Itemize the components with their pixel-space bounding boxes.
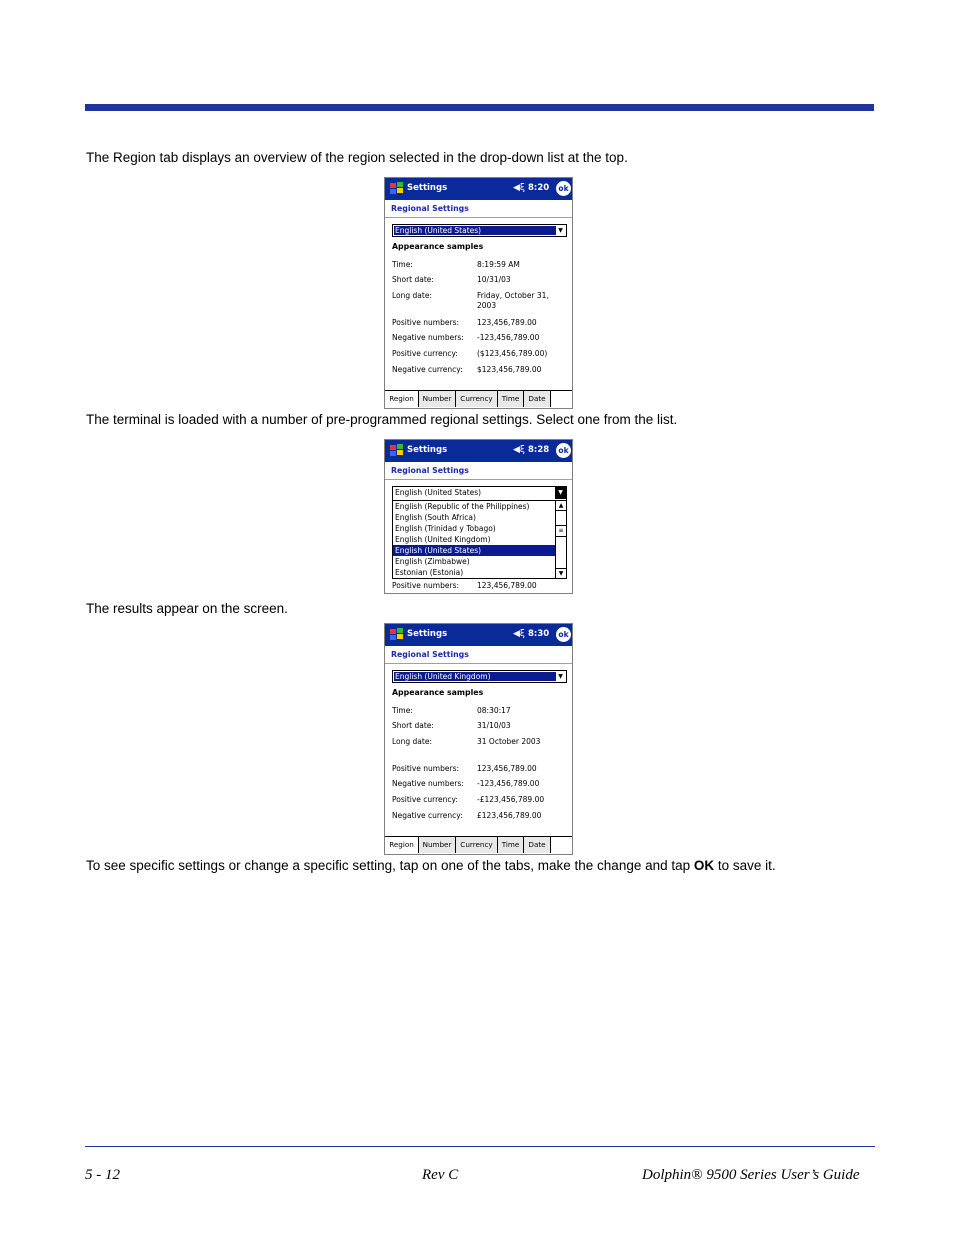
tab-region[interactable]: Region bbox=[385, 837, 419, 853]
list-item[interactable]: English (Republic of the Philippines) bbox=[395, 502, 530, 511]
label-negative-currency: Negative currency: bbox=[392, 811, 463, 820]
header-rule bbox=[85, 104, 874, 111]
value-long-date: Friday, October 31, bbox=[477, 291, 549, 300]
chevron-down-icon[interactable]: ▼ bbox=[555, 487, 566, 499]
list-item[interactable]: English (Trinidad y Tobago) bbox=[395, 524, 496, 533]
tab-strip bbox=[385, 836, 572, 854]
scroll-thumb[interactable]: ≡ bbox=[556, 525, 566, 537]
region-dropdown-value: English (United States) bbox=[395, 488, 482, 497]
subheader: Regional Settings bbox=[385, 646, 572, 664]
app-title: Settings bbox=[407, 445, 448, 455]
label-negative-numbers: Negative numbers: bbox=[392, 779, 464, 788]
row-short-date bbox=[392, 721, 567, 733]
ok-button[interactable]: ok bbox=[556, 627, 571, 642]
tab-date[interactable]: Date bbox=[524, 837, 551, 853]
row-negative-numbers bbox=[392, 779, 567, 791]
screen-region-uk bbox=[384, 623, 573, 855]
value-short-date: 10/31/03 bbox=[477, 275, 511, 284]
footer-page-number: 5 - 12 bbox=[85, 1167, 120, 1183]
value-negative-currency: $123,456,789.00 bbox=[477, 365, 542, 374]
value-long-date-year: 2003 bbox=[477, 301, 497, 310]
speaker-icon[interactable]: ◀ξ bbox=[513, 629, 525, 639]
ok-button[interactable]: ok bbox=[556, 181, 571, 196]
final-text-ok: OK bbox=[693, 858, 715, 873]
label-negative-numbers: Negative numbers: bbox=[392, 333, 464, 342]
scroll-down-icon[interactable]: ▼ bbox=[556, 568, 566, 578]
app-title: Settings bbox=[407, 629, 448, 639]
row-negative-numbers bbox=[392, 333, 567, 345]
tab-number[interactable]: Number bbox=[419, 837, 456, 853]
final-paragraph bbox=[86, 858, 776, 874]
label-negative-currency: Negative currency: bbox=[392, 365, 463, 374]
subheader: Regional Settings bbox=[385, 462, 572, 480]
tab-time[interactable]: Time bbox=[498, 837, 524, 853]
title-bar bbox=[385, 178, 572, 200]
value-negative-numbers: -123,456,789.00 bbox=[477, 779, 540, 788]
value-positive-currency: ($123,456,789.00) bbox=[477, 349, 548, 358]
label-short-date: Short date: bbox=[392, 275, 434, 284]
value-positive-numbers: 123,456,789.00 bbox=[477, 764, 537, 773]
row-positive-numbers bbox=[392, 318, 567, 330]
section-title: Appearance samples bbox=[392, 688, 484, 697]
list-item[interactable]: Estonian (Estonia) bbox=[395, 568, 464, 577]
row-positive-currency bbox=[392, 349, 567, 361]
tab-number[interactable]: Number bbox=[419, 391, 456, 407]
row-positive-numbers bbox=[392, 581, 567, 593]
list-item-selected[interactable]: English (United States) bbox=[393, 545, 556, 556]
region-dropdown-value: English (United Kingdom) bbox=[394, 672, 556, 681]
tab-strip bbox=[385, 390, 572, 408]
region-dropdown-header[interactable] bbox=[393, 487, 566, 501]
tab-currency[interactable]: Currency bbox=[456, 391, 498, 407]
label-positive-numbers: Positive numbers: bbox=[392, 764, 460, 773]
results-paragraph: The results appear on the screen. bbox=[86, 601, 288, 616]
footer-rule bbox=[85, 1146, 875, 1147]
value-time: 08:30:17 bbox=[477, 706, 511, 715]
row-time bbox=[392, 260, 567, 272]
footer-revision: Rev C bbox=[422, 1167, 459, 1183]
label-long-date: Long date: bbox=[392, 737, 432, 746]
clock[interactable]: 8:20 bbox=[528, 183, 550, 193]
clock[interactable]: 8:28 bbox=[528, 445, 550, 455]
final-text-part: To see specific settings or change a specific setting, tap on one of the tabs, make the change and tap bbox=[86, 858, 694, 873]
row-positive-numbers bbox=[392, 764, 567, 776]
value-long-date: 31 October 2003 bbox=[477, 737, 541, 746]
label-time: Time: bbox=[392, 706, 413, 715]
tab-currency[interactable]: Currency bbox=[456, 837, 498, 853]
title-bar bbox=[385, 624, 572, 646]
label-positive-currency: Positive currency: bbox=[392, 795, 458, 804]
value-negative-currency: £123,456,789.00 bbox=[477, 811, 542, 820]
chevron-down-icon[interactable]: ▼ bbox=[558, 227, 563, 234]
row-time bbox=[392, 706, 567, 718]
value-short-date: 31/10/03 bbox=[477, 721, 511, 730]
value-positive-currency: -£123,456,789.00 bbox=[477, 795, 545, 804]
row-positive-currency bbox=[392, 795, 567, 807]
region-dropdown-value: English (United States) bbox=[394, 226, 556, 235]
region-dropdown[interactable] bbox=[392, 224, 567, 237]
final-text-part: to save it. bbox=[714, 858, 776, 873]
row-long-date bbox=[392, 737, 567, 749]
subheader: Regional Settings bbox=[385, 200, 572, 218]
value-time: 8:19:59 AM bbox=[477, 260, 520, 269]
label-short-date: Short date: bbox=[392, 721, 434, 730]
label-positive-numbers: Positive numbers: bbox=[392, 318, 460, 327]
windows-start-icon[interactable] bbox=[389, 181, 405, 197]
value-positive-numbers: 123,456,789.00 bbox=[477, 318, 537, 327]
app-title: Settings bbox=[407, 183, 448, 193]
region-list bbox=[393, 501, 556, 578]
screen-region-list bbox=[384, 439, 573, 594]
title-bar bbox=[385, 440, 572, 462]
tab-date[interactable]: Date bbox=[524, 391, 551, 407]
label-positive-currency: Positive currency: bbox=[392, 349, 458, 358]
scrollbar[interactable] bbox=[555, 501, 566, 578]
list-item[interactable]: English (United Kingdom) bbox=[395, 535, 491, 544]
region-dropdown[interactable] bbox=[392, 670, 567, 683]
speaker-icon[interactable]: ◀ξ bbox=[513, 445, 525, 455]
intro-paragraph: The Region tab displays an overview of the region selected in the drop-down list at the top. bbox=[86, 150, 628, 165]
list-item[interactable]: English (Zimbabwe) bbox=[395, 557, 470, 566]
label-positive-numbers: Positive numbers: bbox=[392, 581, 460, 590]
value-positive-numbers: 123,456,789.00 bbox=[477, 581, 537, 590]
list-item[interactable]: English (South Africa) bbox=[395, 513, 476, 522]
tab-time[interactable]: Time bbox=[498, 391, 524, 407]
tab-region[interactable]: Region bbox=[385, 391, 419, 407]
ok-button[interactable]: ok bbox=[556, 443, 571, 458]
speaker-icon[interactable]: ◀ξ bbox=[513, 183, 525, 193]
windows-start-icon[interactable] bbox=[389, 443, 405, 459]
scroll-up-icon[interactable]: ▲ bbox=[556, 501, 566, 511]
row-long-date-cont bbox=[392, 301, 567, 313]
region-dropdown-open[interactable] bbox=[392, 486, 567, 579]
list-paragraph: The terminal is loaded with a number of pre-programmed regional settings. Select one from the list. bbox=[86, 412, 678, 427]
screen-region-us bbox=[384, 177, 573, 409]
chevron-down-icon[interactable]: ▼ bbox=[558, 673, 563, 680]
label-time: Time: bbox=[392, 260, 413, 269]
row-negative-currency bbox=[392, 365, 567, 377]
section-title: Appearance samples bbox=[392, 242, 484, 251]
row-negative-currency bbox=[392, 811, 567, 823]
clock[interactable]: 8:30 bbox=[528, 629, 550, 639]
windows-start-icon[interactable] bbox=[389, 627, 405, 643]
value-negative-numbers: -123,456,789.00 bbox=[477, 333, 540, 342]
row-short-date bbox=[392, 275, 567, 287]
footer-guide-title: Dolphin® 9500 Series User’s Guide bbox=[642, 1167, 860, 1183]
label-long-date: Long date: bbox=[392, 291, 432, 300]
